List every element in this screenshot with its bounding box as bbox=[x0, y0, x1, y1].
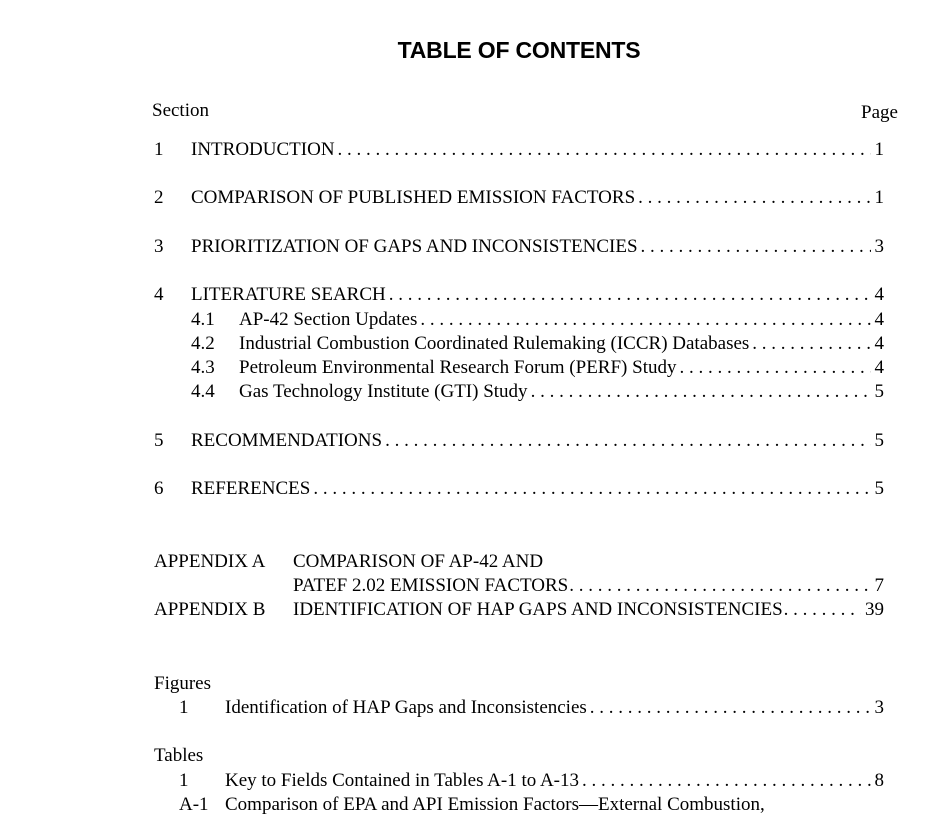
toc-entry-6[interactable] bbox=[154, 479, 884, 498]
leader-dots bbox=[784, 600, 861, 619]
toc-entry-label: PRIORITIZATION OF GAPS AND INCONSISTENCIES bbox=[191, 236, 638, 257]
leader-dots bbox=[385, 431, 870, 450]
toc-entry-2[interactable] bbox=[154, 188, 884, 207]
toc-title: TABLE OF CONTENTS bbox=[397, 37, 641, 63]
toc-entry-label: Gas Technology Institute (GTI) Study bbox=[239, 381, 528, 402]
toc-entry-label: COMPARISON OF PUBLISHED EMISSION FACTORS bbox=[191, 187, 636, 208]
toc-entry-page: 1 bbox=[874, 187, 884, 208]
leader-dots bbox=[531, 382, 871, 401]
toc-entry-4-4[interactable] bbox=[191, 382, 884, 401]
tables-heading: Tables bbox=[154, 745, 204, 766]
toc-entry-number: 4.2 bbox=[191, 333, 215, 354]
toc-entry-page: 1 bbox=[874, 139, 884, 160]
toc-entry-page: 4 bbox=[874, 333, 884, 354]
figures-heading: Figures bbox=[154, 673, 211, 694]
toc-entry-number: 1 bbox=[179, 697, 189, 718]
toc-entry-page: 8 bbox=[874, 770, 884, 791]
toc-entry-page: 3 bbox=[874, 697, 884, 718]
toc-entry-page: 5 bbox=[874, 381, 884, 402]
leader-dots bbox=[338, 140, 871, 159]
toc-entry-3[interactable] bbox=[154, 237, 884, 256]
toc-entry-page: 4 bbox=[874, 357, 884, 378]
toc-entry-label: Key to Fields Contained in Tables A-1 to A-13 bbox=[225, 770, 580, 791]
appendix-a-label: APPENDIX A bbox=[154, 551, 266, 572]
toc-entry-appendix-b[interactable] bbox=[293, 600, 884, 619]
toc-entry-4[interactable] bbox=[154, 285, 884, 304]
toc-entry-1[interactable] bbox=[154, 140, 884, 159]
leader-dots bbox=[313, 479, 870, 498]
toc-entry-number: 5 bbox=[154, 430, 164, 451]
toc-entry-label: Identification of HAP Gaps and Inconsistencies bbox=[225, 697, 587, 718]
toc-entry-number: 4.1 bbox=[191, 309, 215, 330]
toc-entry-label: Petroleum Environmental Research Forum (PERF) Study bbox=[239, 357, 677, 378]
appendix-a-title-line1[interactable]: COMPARISON OF AP-42 AND bbox=[293, 551, 544, 572]
toc-entry-number: 1 bbox=[154, 139, 164, 160]
leader-dots bbox=[638, 188, 870, 207]
leader-dots bbox=[582, 771, 870, 790]
toc-entry-page: 4 bbox=[874, 309, 884, 330]
toc-entry-page: 5 bbox=[874, 430, 884, 451]
toc-figure-1[interactable] bbox=[179, 698, 884, 717]
appendix-b-label: APPENDIX B bbox=[154, 599, 266, 620]
toc-entry-number: 4.4 bbox=[191, 381, 215, 402]
toc-entry-page: 5 bbox=[874, 478, 884, 499]
toc-entry-label: IDENTIFICATION OF HAP GAPS AND INCONSISTENCIES bbox=[293, 599, 783, 620]
toc-entry-page: 7 bbox=[874, 575, 884, 596]
toc-table-1[interactable] bbox=[179, 771, 884, 790]
toc-entry-label: Industrial Combustion Coordinated Rulemaking (ICCR) Databases bbox=[239, 333, 750, 354]
toc-entry-number: A-1 bbox=[179, 794, 209, 815]
toc-entry-label: INTRODUCTION bbox=[191, 139, 335, 160]
page-column-header: Page bbox=[861, 102, 898, 123]
toc-entry-number: 6 bbox=[154, 478, 164, 499]
toc-entry-label: Comparison of EPA and API Emission Factors—External Combustion, bbox=[225, 794, 765, 815]
toc-entry-4-3[interactable] bbox=[191, 358, 884, 377]
toc-entry-5[interactable] bbox=[154, 431, 884, 450]
leader-dots bbox=[590, 698, 871, 717]
leader-dots bbox=[420, 310, 870, 329]
leader-dots bbox=[752, 334, 870, 353]
toc-entry-page: 4 bbox=[874, 284, 884, 305]
toc-entry-label: RECOMMENDATIONS bbox=[191, 430, 383, 451]
leader-dots bbox=[679, 358, 870, 377]
leader-dots bbox=[569, 576, 870, 595]
toc-entry-appendix-a[interactable] bbox=[293, 576, 884, 595]
section-column-header: Section bbox=[152, 100, 209, 121]
toc-entry-label: REFERENCES bbox=[191, 478, 311, 499]
leader-dots bbox=[389, 285, 871, 304]
toc-entry-page: 39 bbox=[865, 599, 884, 620]
toc-entry-4-1[interactable] bbox=[191, 310, 884, 329]
toc-entry-number: 4.3 bbox=[191, 357, 215, 378]
toc-entry-label: LITERATURE SEARCH bbox=[191, 284, 386, 305]
toc-entry-number: 2 bbox=[154, 187, 164, 208]
toc-entry-number: 3 bbox=[154, 236, 164, 257]
toc-entry-label: AP-42 Section Updates bbox=[239, 309, 418, 330]
toc-entry-page: 3 bbox=[874, 236, 884, 257]
toc-entry-number: 4 bbox=[154, 284, 164, 305]
toc-entry-label: PATEF 2.02 EMISSION FACTORS bbox=[293, 575, 569, 596]
leader-dots bbox=[641, 237, 871, 256]
toc-table-a-1[interactable] bbox=[179, 795, 884, 814]
toc-entry-number: 1 bbox=[179, 770, 189, 791]
toc-entry-4-2[interactable] bbox=[191, 334, 884, 353]
